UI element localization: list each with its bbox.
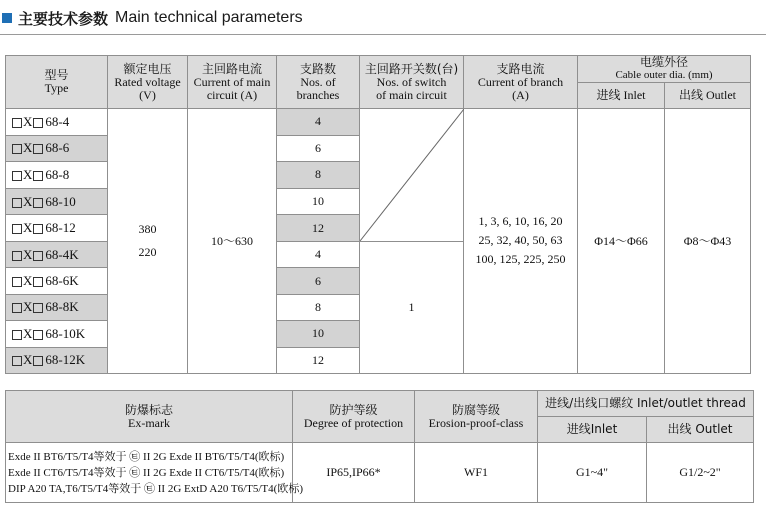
header-thread-outlet: 出线 Outlet [647,417,754,443]
thread-outlet-cell: G1/2~2" [647,443,754,503]
branches-cell: 4 [277,242,360,268]
header-cable-inlet: 进线 Inlet [578,83,665,109]
type-cell: X 68-10K [6,321,108,347]
header-exmark: 防爆标志 Ex-mark [6,391,293,443]
header-type: 型号 Type [6,56,108,109]
branch-current-cell: 1, 3, 6, 10, 16, 20 25, 32, 40, 50, 63 100, 125, 225, 250 [464,109,578,374]
branches-cell: 10 [277,321,360,347]
cable-inlet-cell: Φ14～Φ66 [578,109,665,374]
header-thread-inlet: 进线Inlet [538,417,647,443]
header-thread: 进线/出线口螺纹 Inlet/outlet thread [538,391,754,417]
branches-cell: 12 [277,347,360,373]
title-divider [0,34,766,35]
branches-cell: 10 [277,188,360,215]
type-cell: X 68-6 [6,135,108,162]
type-cell: X 68-12 [6,215,108,242]
title-en: Main technical parameters [115,9,303,26]
thread-inlet-cell: G1~4" [538,443,647,503]
type-cell: X 68-8 [6,162,108,189]
header-cable-outlet: 出线 Outlet [665,83,751,109]
switch-count-cell: 1 [360,242,464,374]
voltage-cell: 380 220 [108,109,188,374]
header-switch: 主回路开关数(台) Nos. of switch of main circuit [360,56,464,109]
parameters-table [5,55,751,374]
erosion-cell: WF1 [415,443,538,503]
diagonal-line [360,109,464,241]
exmark-table [5,390,754,503]
section-title [2,6,303,30]
cable-outlet-cell: Φ8～Φ43 [665,109,751,374]
switch-diagonal-cell [360,109,464,242]
title-zh: 主要技术参数 [18,10,109,28]
header-erosion: 防腐等级 Erosion-proof-class [415,391,538,443]
header-branch-current: 支路电流 Current of branch (A) [464,56,578,109]
main-current-cell: 10～630 [188,109,277,374]
protection-cell: IP65,IP66* [293,443,415,503]
branches-cell: 4 [277,109,360,136]
title-square-icon [2,13,12,23]
branches-cell: 8 [277,162,360,189]
type-cell: X 68-10 [6,188,108,215]
header-voltage: 额定电压 Rated voltage (V) [108,56,188,109]
type-cell: X 68-8K [6,294,108,320]
type-cell: X 68-4K [6,242,108,268]
header-branches: 支路数 Nos. of branches [277,56,360,109]
type-cell: X 68-4 [6,109,108,136]
type-cell: X 68-6K [6,268,108,294]
branches-cell: 6 [277,268,360,294]
branches-cell: 12 [277,215,360,242]
header-cable: 电缆外径 Cable outer dia. (mm) [578,56,751,83]
exmark-cell: Exde II BT6/T5/T4等效于 ㉫ II 2G Exde II BT6/T5/T4(欧标) Exde II CT6/T5/T4等效于 ㉫ II 2G Exde II CT6/T5/T4(欧标) DIP A20 TA,T6/T5/T4等效于 ㉫ II 2G ExtD A20 T6/T5/T4(欧标) [6,443,293,503]
branches-cell: 6 [277,135,360,162]
header-protection: 防护等级 Degree of protection [293,391,415,443]
type-cell: X 68-12K [6,347,108,373]
branches-cell: 8 [277,294,360,320]
header-main-current: 主回路电流 Current of main circuit (A) [188,56,277,109]
